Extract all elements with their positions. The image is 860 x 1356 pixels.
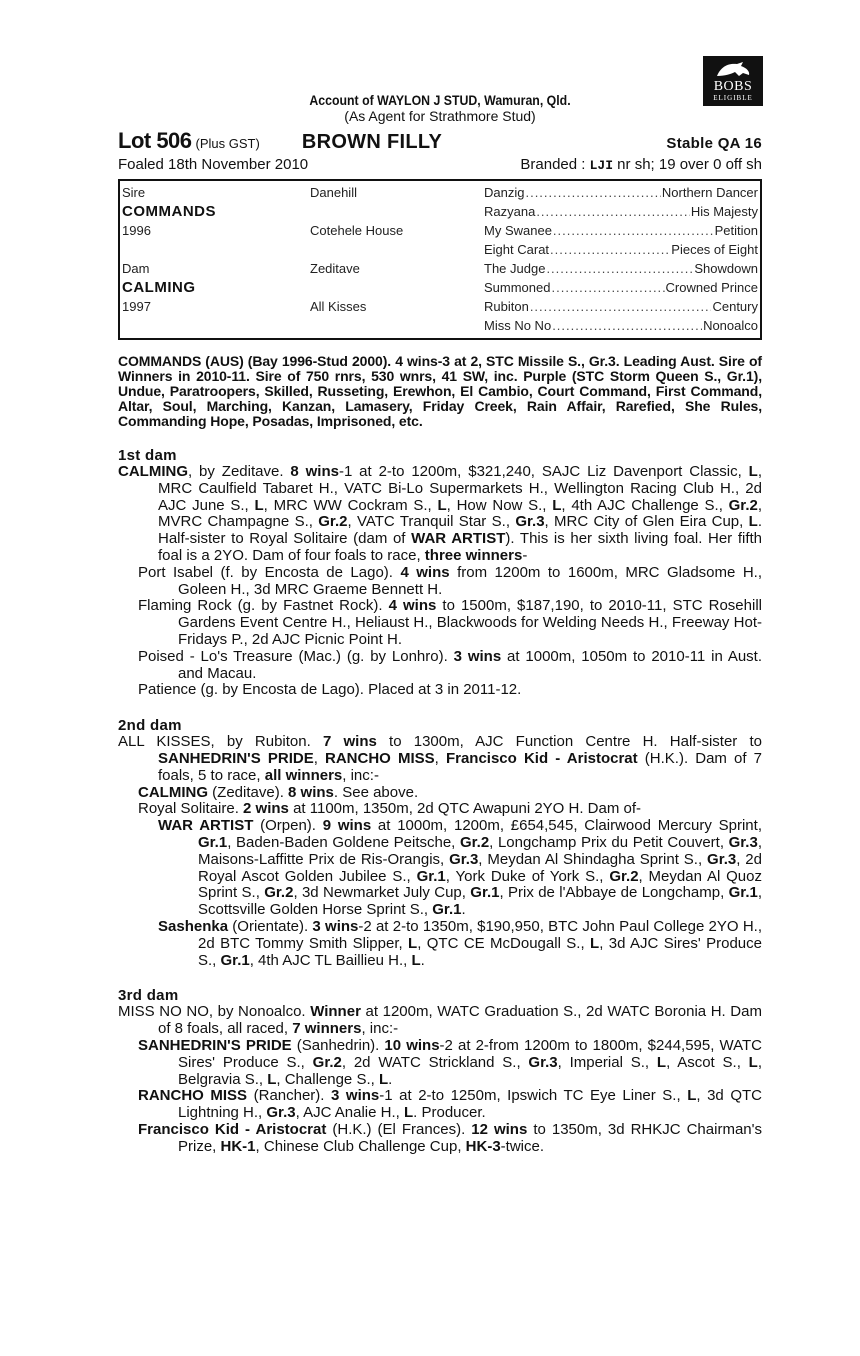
leader-dots: [530, 299, 712, 314]
bold-text: 7 wins: [322, 733, 377, 751]
text-segment: , 3d Newmarket July Cup,: [293, 884, 471, 902]
pedigree-col1: Sire: [122, 185, 146, 200]
leader-dots: [546, 261, 693, 276]
bold-text: Gr.3: [515, 513, 545, 531]
pedigree-col3: [484, 280, 758, 295]
progeny-entry-sanhedrins-pride: [118, 1038, 762, 1088]
pedigree-col2: All Kisses: [310, 299, 367, 314]
bold-text: SANHEDRIN'S PRIDE: [158, 749, 314, 767]
pedigree-col3: [484, 318, 758, 333]
text-segment: (Orientate).: [228, 917, 313, 935]
bold-text: Gr.2: [318, 513, 348, 531]
bold-text: Sashenka: [158, 917, 229, 935]
pedigree-col2: Danehill: [310, 185, 357, 200]
bold-text: WAR ARTIST: [158, 817, 254, 835]
text-segment: , How Now S.,: [446, 496, 553, 514]
text-segment: (Zeditave).: [208, 783, 289, 801]
pedigree-col1: CALMING: [122, 279, 196, 296]
foal-entry: [118, 598, 762, 648]
pedigree-table: [118, 179, 762, 340]
bold-text: L: [378, 1070, 389, 1088]
text-segment: , Scottsville Golden Horse Sprint S.,: [198, 884, 762, 919]
pedigree-ancestor: Rubiton: [484, 299, 529, 314]
pedigree-sire-of-ancestor: Century: [712, 299, 758, 314]
pedigree-col1: COMMANDS: [122, 203, 216, 220]
text-segment: . Half-sister to Royal Solitaire (dam of: [158, 513, 763, 548]
text-segment: .: [420, 951, 425, 969]
bold-text: HK-3: [465, 1137, 501, 1155]
text-segment: , AJC Analie H.,: [295, 1104, 404, 1122]
text-segment: , Belgravia S.,: [178, 1053, 763, 1088]
plus-gst: (Plus GST): [195, 136, 260, 151]
pedigree-col3: [484, 261, 758, 276]
bold-text: Francisco Kid - Aristocrat: [445, 749, 638, 767]
text-segment: , Longchamp Prix du Petit Couvert,: [489, 833, 729, 851]
text-segment: , Ascot S.,: [666, 1053, 749, 1071]
sire-summary: COMMANDS (AUS) (Bay 1996-Stud 2000). 4 wins-3 at 2, STC Missile S., Gr.3. Leading Aust. Sire of Winners in 2010-11. Sire of 750 rnrs, 530 wnrs, 41 SW, inc. Purple (STC Storm Queen S., Gr.1), Undue, Paratroopers, Skilled, Russeting, Erewhon, El Cambio, Court Command, First Command, Altar, Soul, Marching, Kanzan, Lamasery, Friday Creek, Rain Affair, Rarefied, She Rules, Commanding Hope, Posadas, Imprisoned, etc.: [118, 353, 762, 429]
stable-number: Stable QA 16: [666, 135, 762, 152]
pedigree-sire-of-ancestor: Crowned Prince: [665, 280, 758, 295]
progeny-entry-royal-solitaire: [118, 801, 762, 818]
leader-dots: [553, 223, 714, 238]
account-line: Account of WAYLON J STUD, Wamuran, Qld.: [309, 92, 571, 108]
text-segment: , 4th AJC TL Baillieu H.,: [249, 951, 412, 969]
text-segment: , MVRC Champagne S.,: [158, 496, 762, 531]
leader-dots: [550, 242, 670, 257]
text-segment: , Meydan Al Quoz Sprint S.,: [198, 867, 762, 902]
text-segment: , MRC Caulfield Tabaret H., VATC Bi-Lo Supermarkets H., Wellington Racing Club H., 2d AJC June S.,: [158, 463, 762, 514]
pedigree-ancestor: Danzig: [484, 185, 525, 200]
bold-text: 3 wins: [453, 647, 502, 665]
pedigree-row: [122, 278, 758, 297]
text-segment: to 1350m, 3d RHKJC Chairman's Prize,: [178, 1120, 762, 1155]
pedigree-col1: 1997: [122, 299, 151, 314]
bold-text: 8 wins: [288, 783, 334, 801]
bold-text: L: [656, 1053, 667, 1071]
pedigree-col1: 1996: [122, 223, 151, 238]
text-segment: , Prix de l'Abbaye de Longchamp,: [499, 884, 729, 902]
foal-entry: [118, 565, 762, 599]
text-segment: , York Duke of York S.,: [445, 867, 610, 885]
foal-entry: [118, 649, 762, 683]
text-segment: -1 at 2-to 1250m, Ipswich TC Eye Liner S.,: [379, 1087, 688, 1105]
text-segment: (Rancher).: [247, 1087, 332, 1105]
leader-dots: [551, 280, 664, 295]
text-segment: to 1300m, AJC Function Centre H. Half-sister to: [376, 733, 762, 751]
text-segment: , 2d WATC Strickland S.,: [341, 1053, 529, 1071]
pedigree-col2: Zeditave: [310, 261, 360, 276]
leader-dots: [552, 318, 702, 333]
first-dam-heading: 1st dam: [118, 447, 177, 464]
agent-line: (As Agent for Strathmore Stud): [344, 108, 536, 124]
bold-text: 3 wins: [312, 917, 359, 935]
text-segment: , inc:-: [342, 766, 379, 784]
text-segment: Patience (g. by Encosta de Lago). Placed at 3 in 2011-12.: [138, 681, 522, 699]
bold-text: L: [437, 496, 447, 514]
logo-subtext: ELIGIBLE: [713, 94, 753, 102]
text-segment: ,: [434, 749, 446, 767]
text-segment: , MRC City of Glen Eira Cup,: [544, 513, 749, 531]
text-segment: ,: [313, 749, 326, 767]
bold-text: Gr.3: [266, 1104, 296, 1122]
pedigree-row: [122, 240, 758, 259]
grand-progeny-sashenka: [118, 919, 762, 969]
text-segment: to 1500m, $187,190, to 2010-11, STC Rosehill Gardens Event Centre H., Heliaust H., Blackwoods for Welding Needs H., Freeway Hot-Fridays P., 2d AJC Picnic Point H.: [178, 597, 762, 648]
text-segment: , Challenge S.,: [276, 1070, 379, 1088]
pedigree-sire-of-ancestor: Nonoalco: [703, 318, 758, 333]
bold-text: 8 wins: [290, 463, 339, 480]
bold-text: L: [748, 463, 758, 480]
text-segment: Poised - Lo's Treasure (Mac.) (g. by Lonhro).: [138, 647, 454, 665]
text-segment: , 4th AJC Challenge S.,: [561, 496, 729, 514]
bold-text: SANHEDRIN'S PRIDE: [138, 1036, 292, 1054]
bold-text: Francisco Kid - Aristocrat: [138, 1120, 327, 1138]
branded-info: [520, 156, 762, 173]
text-segment: at 1200m, WATC Graduation S., 2d WATC Boronia H. Dam of 8 foals, all raced,: [158, 1003, 762, 1038]
pedigree-col2: Cotehele House: [310, 223, 404, 238]
bold-text: Gr.2: [459, 833, 490, 851]
pedigree-row: [122, 183, 758, 202]
text-segment: at 1000m, 1050m to 2010-11 in Aust. and Macau.: [178, 647, 763, 682]
text-segment: , Chinese Club Challenge Cup,: [255, 1137, 466, 1155]
bold-text: L: [254, 496, 264, 514]
foal-entry: [118, 682, 762, 699]
bold-text: Winner: [310, 1003, 361, 1021]
bold-text: Gr.2: [264, 884, 294, 902]
bold-text: RANCHO MISS: [138, 1087, 248, 1105]
grand-progeny-war-artist: [118, 818, 762, 919]
bold-text: HK-1: [220, 1137, 256, 1155]
pedigree-col1: Dam: [122, 261, 150, 276]
leader-dots: [536, 204, 690, 219]
text-segment: (H.K.) (El Frances).: [326, 1120, 472, 1138]
bold-text: L: [687, 1087, 697, 1105]
text-segment: -2 at 2-from 1200m to 1800m, $244,595, WATC Sires' Produce S.,: [178, 1036, 762, 1071]
pedigree-col3: [484, 299, 758, 314]
text-segment: from 1200m to 1600m, MRC Gladsome H., Goleen H., 3d MRC Graeme Bennett H.: [178, 563, 762, 598]
text-segment: -2 at 2-to 1350m, $190,950, BTC John Paul College 2YO H., 2d BTC Tommy Smith Slipper,: [198, 917, 762, 952]
leader-dots: [525, 185, 660, 200]
text-segment: , Meydan Al Shindagha Sprint S.,: [478, 850, 708, 868]
bold-text: Gr.1: [728, 884, 758, 902]
text-segment: -: [522, 546, 528, 564]
text-segment: , VATC Tranquil Star S.,: [347, 513, 516, 531]
text-segment: -twice.: [500, 1137, 545, 1155]
text-segment: , Baden-Baden Goldene Peitsche,: [227, 833, 460, 851]
text-segment: Royal Solitaire.: [138, 800, 244, 818]
third-dam-heading: 3rd dam: [118, 987, 179, 1005]
bold-text: 10 wins: [384, 1036, 440, 1054]
catalogue-page: [118, 56, 762, 1155]
bold-text: 2 wins: [243, 800, 289, 818]
brand-mark: LJI: [589, 158, 614, 173]
bold-text: Gr.1: [416, 867, 446, 885]
bold-text: Gr.2: [609, 867, 639, 885]
text-segment: . See above.: [333, 783, 419, 801]
bold-text: Gr.1: [198, 833, 228, 851]
bold-text: 12 wins: [471, 1120, 528, 1138]
first-dam-entry: [118, 464, 762, 565]
pedigree-ancestor: My Swanee: [484, 223, 552, 238]
bold-text: 4 wins: [388, 597, 437, 615]
bold-text: CALMING: [118, 463, 188, 480]
bold-text: 9 wins: [322, 817, 372, 835]
bold-text: all winners: [264, 766, 343, 784]
branded-label: Branded :: [520, 156, 590, 173]
text-segment: , 2d Royal Ascot Golden Jubilee S.,: [198, 850, 762, 885]
text-segment: , MRC WW Cockram S.,: [263, 496, 438, 514]
bold-text: L: [411, 951, 421, 969]
pedigree-sire-of-ancestor: Petition: [714, 223, 758, 238]
pedigree-sire-of-ancestor: His Majesty: [690, 204, 758, 219]
text-segment: , 3d QTC Lightning H.,: [178, 1087, 762, 1122]
progeny-entry-rancho-miss: [118, 1088, 762, 1122]
text-segment: , 3d AJC Sires' Produce S.,: [198, 934, 762, 969]
pedigree-col3: [484, 242, 758, 257]
branded-detail: nr sh; 19 over 0 off sh: [613, 156, 762, 173]
bold-text: Gr.3: [449, 850, 479, 868]
pedigree-sire-of-ancestor: Pieces of Eight: [671, 242, 758, 257]
pedigree-row: [122, 259, 758, 278]
text-segment: at 1100m, 1350m, 2d QTC Awapuni 2YO H. Dam of-: [288, 800, 642, 818]
second-dam-entry: [118, 734, 762, 784]
pedigree-ancestor: Miss No No: [484, 318, 552, 333]
bold-text: Gr.1: [470, 884, 500, 902]
progeny-entry-francisco-kid: [118, 1122, 762, 1156]
bold-text: L: [748, 1053, 758, 1071]
horse-description: BROWN FILLY: [301, 131, 443, 153]
text-segment: , QTC CE McDougall S.,: [417, 934, 591, 952]
text-segment: , Imperial S.,: [557, 1053, 657, 1071]
lot-line: [118, 128, 762, 154]
bold-text: 7 winners: [292, 1020, 362, 1038]
bold-text: RANCHO MISS: [325, 749, 435, 767]
foaled-line: [118, 156, 762, 173]
pedigree-ancestor: The Judge: [484, 261, 546, 276]
pedigree-sire-of-ancestor: Showdown: [694, 261, 758, 276]
text-segment: MISS NO NO, by Nonoalco.: [118, 1003, 311, 1021]
text-segment: Port Isabel (f. by Encosta de Lago).: [138, 563, 401, 581]
pedigree-row: [122, 297, 758, 316]
pedigree-row: [122, 316, 758, 335]
bold-text: L: [267, 1070, 277, 1088]
text-segment: , Maisons-Laffitte Prix de Ris-Orangis,: [198, 833, 762, 868]
text-segment: (Orpen).: [253, 817, 323, 835]
text-segment: .: [461, 901, 466, 919]
bold-text: 3 wins: [331, 1087, 380, 1105]
text-segment: , inc:-: [361, 1020, 399, 1038]
text-segment: ALL KISSES, by Rubiton.: [118, 733, 323, 751]
bold-text: L: [552, 496, 562, 514]
text-segment: ). This is her sixth living foal. Her fifth foal is a 2YO. Dam of four foals to race,: [158, 530, 762, 564]
text-segment: .: [388, 1070, 393, 1088]
text-segment: . Producer.: [413, 1104, 486, 1122]
bold-text: Gr.1: [220, 951, 250, 969]
pedigree-col3: [484, 185, 758, 200]
bold-text: Gr.2: [312, 1053, 342, 1071]
pedigree-sire-of-ancestor: Northern Dancer: [661, 185, 758, 200]
bold-text: Gr.3: [728, 833, 758, 851]
bold-text: Gr.3: [707, 850, 737, 868]
pedigree-ancestor: Summoned: [484, 280, 551, 295]
text-segment: Flaming Rock (g. by Fastnet Rock).: [138, 597, 389, 615]
bold-text: Gr.1: [432, 901, 462, 919]
bold-text: L: [748, 513, 758, 531]
second-dam-heading: 2nd dam: [118, 717, 182, 735]
text-segment: -1 at 2-to 1200m, $321,240, SAJC Liz Davenport Classic,: [338, 463, 749, 480]
text-segment: (H.K.). Dam of 7 foals, 5 to race,: [158, 749, 763, 784]
pedigree-row: [122, 202, 758, 221]
progeny-entry-calming: [118, 785, 762, 802]
bold-text: Gr.3: [528, 1053, 558, 1071]
pedigree-ancestor: Eight Carat: [484, 242, 550, 257]
bold-text: L: [403, 1104, 414, 1122]
pedigree-row: [122, 221, 758, 240]
pedigree-col3: [484, 223, 758, 238]
third-dam-entry: [118, 1004, 762, 1038]
text-segment: (Sanhedrin).: [291, 1036, 385, 1054]
bold-text: three winners: [424, 546, 523, 564]
text-segment: at 1000m, 1200m, £654,545, Clairwood Mercury Sprint,: [371, 817, 762, 835]
lot-number: Lot 506: [118, 128, 192, 153]
pedigree-col3: [484, 204, 758, 219]
bold-text: L: [408, 934, 418, 952]
bold-text: CALMING: [138, 783, 208, 801]
foaled-date: Foaled 18th November 2010: [118, 156, 309, 173]
logo-text: BOBS: [713, 79, 753, 94]
pedigree-ancestor: Razyana: [484, 204, 536, 219]
bold-text: 4 wins: [400, 563, 450, 581]
bold-text: Gr.2: [728, 496, 758, 514]
text-segment: , by Zeditave.: [188, 463, 291, 480]
bold-text: WAR ARTIST: [411, 530, 506, 548]
bold-text: L: [590, 934, 600, 952]
